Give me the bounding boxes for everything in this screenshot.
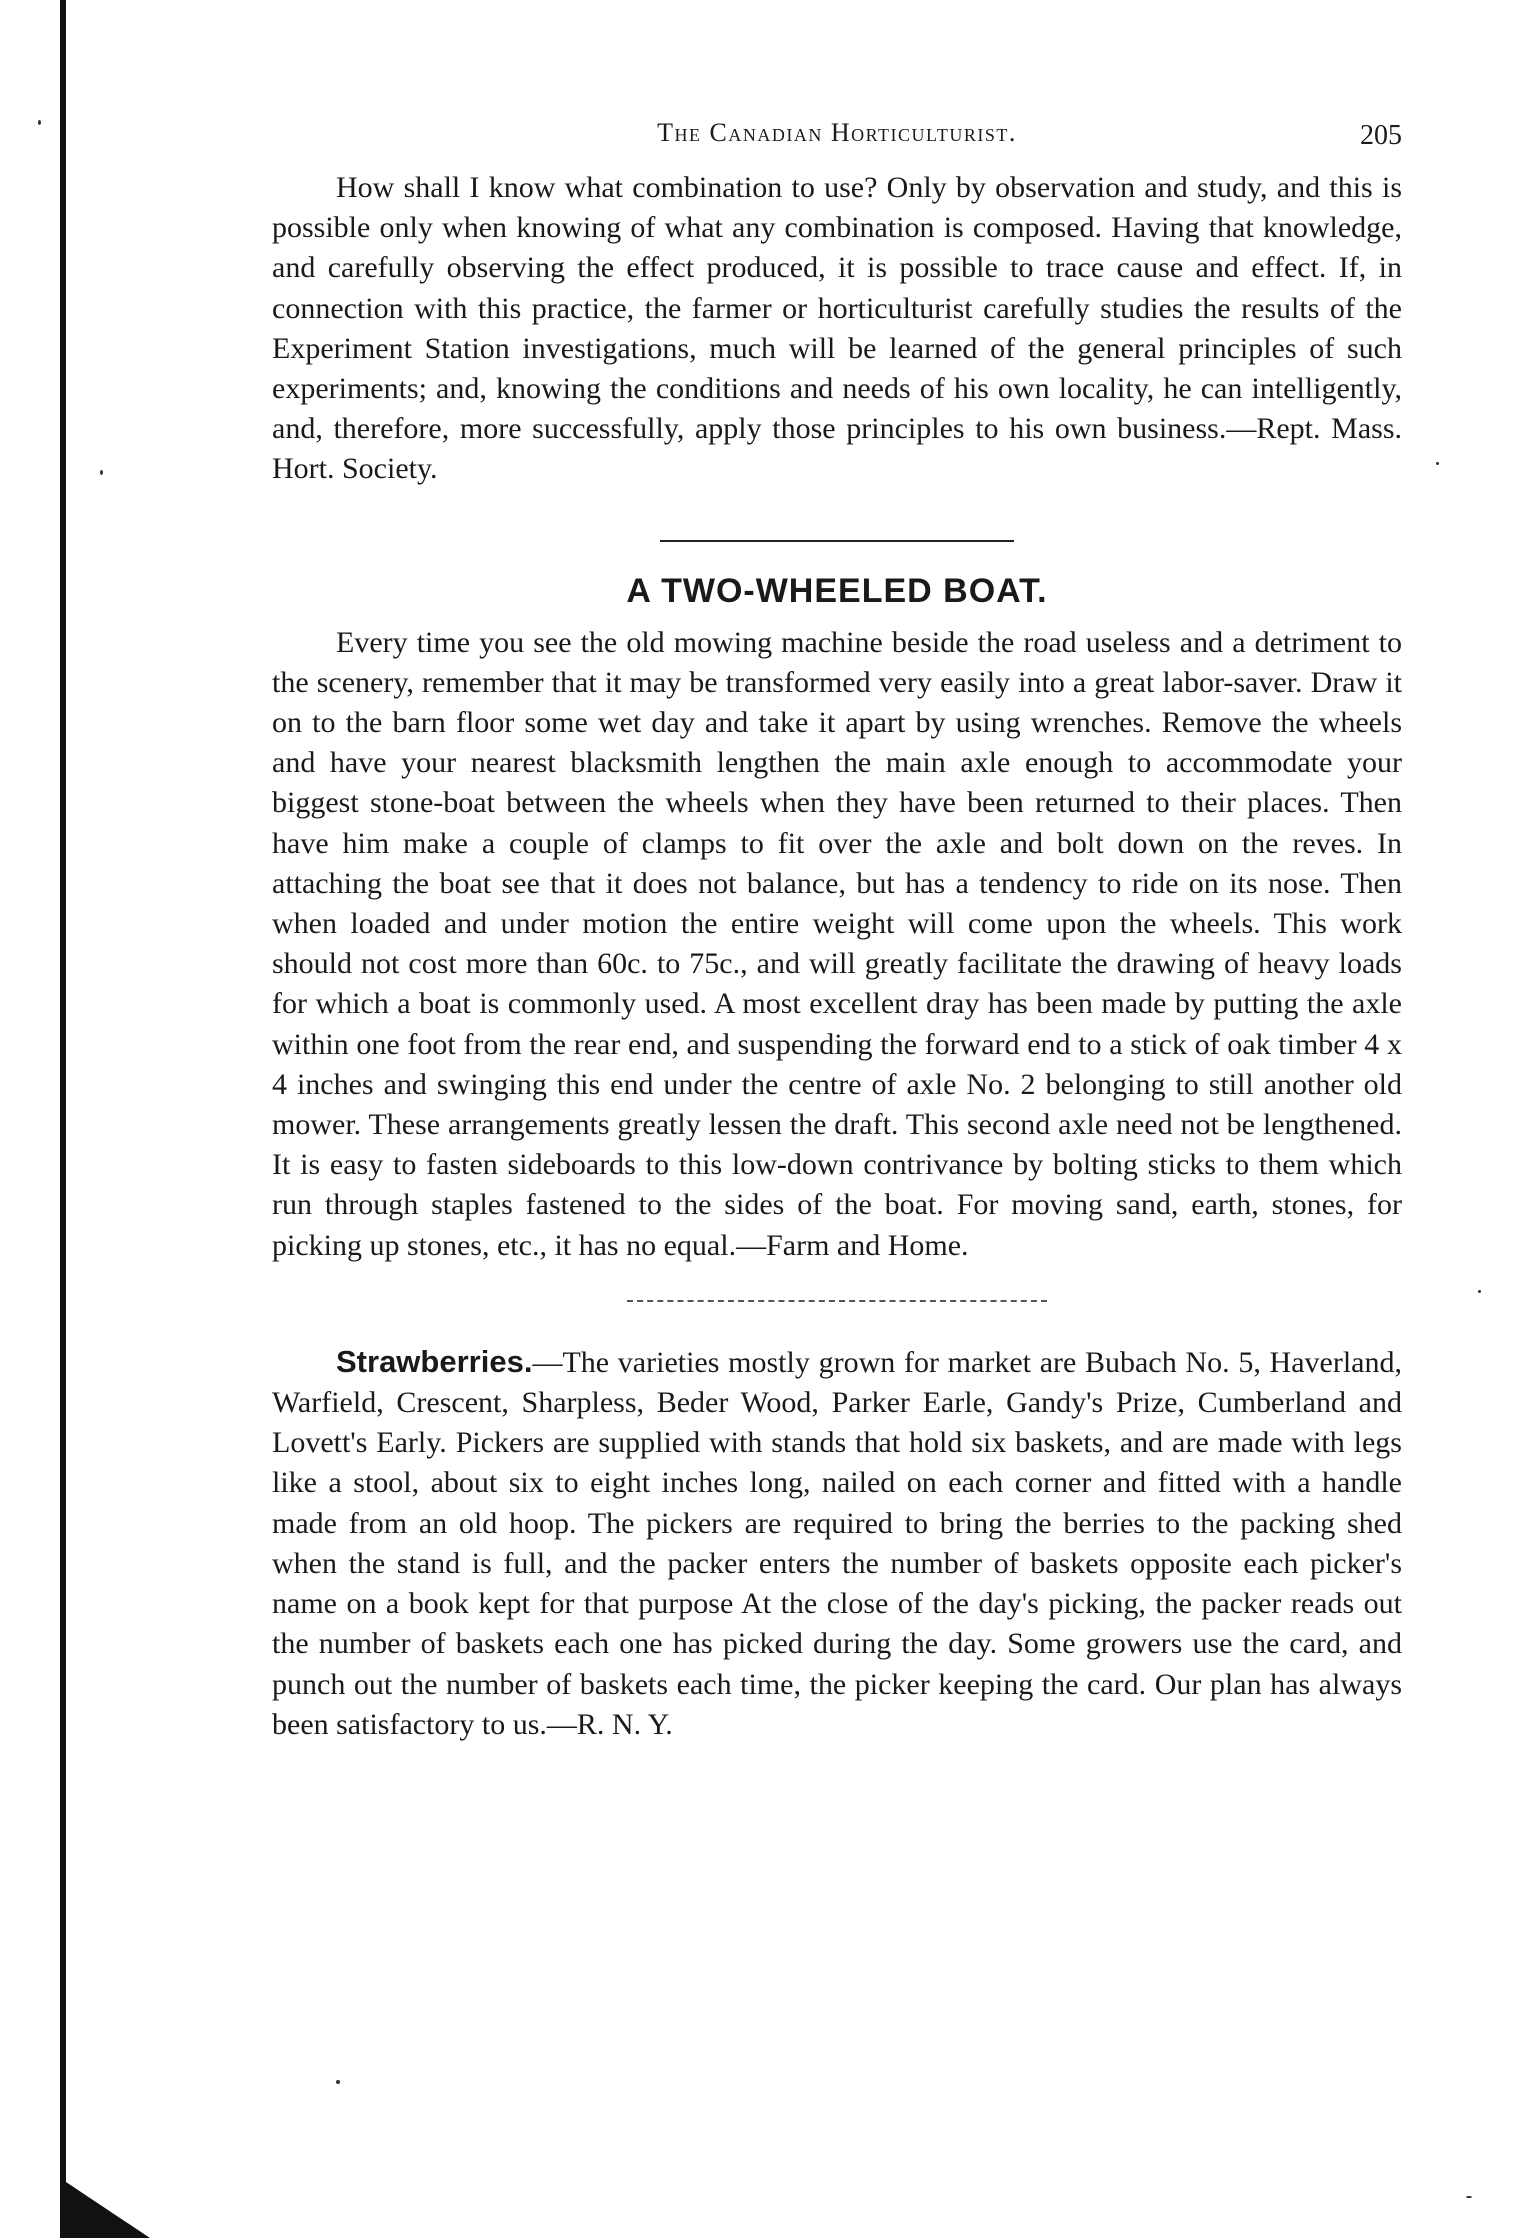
article-two-wheeled-boat-heading: A TWO-WHEELED BOAT. [626,571,1048,610]
article-strawberries-body: —The varieties mostly grown for market are Bubach No. 5, Haverland, Warfield, Crescent, Sharpless, Beder Wood, Parker Earle, Gandy's Prize, Cumberland and Lovett's Early. Pickers are supplied with stands that hold six baskets, and are made with legs like a stool, about six to eight inches long, nailed on each corner and fitted with a handle made from an old hoop. The pickers are required to bring the berries to the packing shed when the stand is full, and the packer enters the number of baskets opposite each picker's name on a book kept for that purpose At the close of the day's picking, the packer reads out the number of baskets each one has picked during the day. Some growers use the card, and punch out the number of baskets each time, the picker keeping the card. Our plan has always been satisfactory to us.—R. N. Y. [272,1345,1402,1741]
ink-speck [336,2080,340,2084]
ink-speck [38,120,41,125]
page-content [272,118,1402,1745]
article-strawberries-run-in-heading: Strawberries. [336,1343,533,1379]
running-head [272,118,1402,168]
ink-speck [1436,462,1439,465]
section-divider-dashed [627,1300,1047,1302]
page-binding-corner [60,2178,150,2238]
ink-speck [100,470,103,475]
ink-speck [1478,1290,1481,1293]
ink-speck [1466,2196,1472,2198]
running-title: The Canadian Horticulturist. [657,118,1017,147]
article-strawberries-paragraph [272,1342,1402,1745]
section-divider [660,540,1014,542]
article-two-wheeled-boat-body: Every time you see the old mowing machine beside the road useless and a detriment to the scenery, remember that it may be transformed very easily into a great labor-saver. Draw it on to the barn floor some wet day and take it apart by using wrenches. Remove the wheels and have your nearest blacksmith lengthen the main axle enough to accommodate your biggest stone-boat between the wheels when they have been returned to their places. Then have him make a couple of clamps to fit over the axle and bolt down on the reves. In attaching the boat see that it does not balance, but has a tendency to ride on its nose. Then when loaded and under motion the entire weight will come upon the wheels. This work should not cost more than 60c. to 75c., and will greatly facilitate the drawing of heavy loads for which a boat is commonly used. A most excellent dray has been made by putting the axle within one foot from the rear end, and suspending the forward end to a stick of oak timber 4 x 4 inches and swinging this end under the centre of axle No. 2 belonging to still another old mower. These arrangements greatly lessen the draft. This second axle need not be lengthened. It is easy to fasten sideboards to this low-down contrivance by bolting sticks to them which run through staples fastened to the sides of the boat. For moving sand, earth, stones, for picking up stones, etc., it has no equal.—Farm and Home. [272,625,1402,1262]
article-combination-body: How shall I know what combination to use? Only by observation and study, and this is possible only when knowing of what any combination is composed. Having that knowledge, and carefully observing the effect produced, it is possible to trace cause and effect. If, in connection with this practice, the farmer or horticulturist carefully studies the results of the Experiment Station investigations, much will be learned of the general principles of such experiments; and, knowing the conditions and needs of his own locality, he can intelligently, and, therefore, more successfully, apply those principles to his own business.—Rept. Mass. Hort. Society. [272,171,1402,486]
page-number: 205 [1360,120,1402,151]
page-binding-edge [60,0,66,2238]
